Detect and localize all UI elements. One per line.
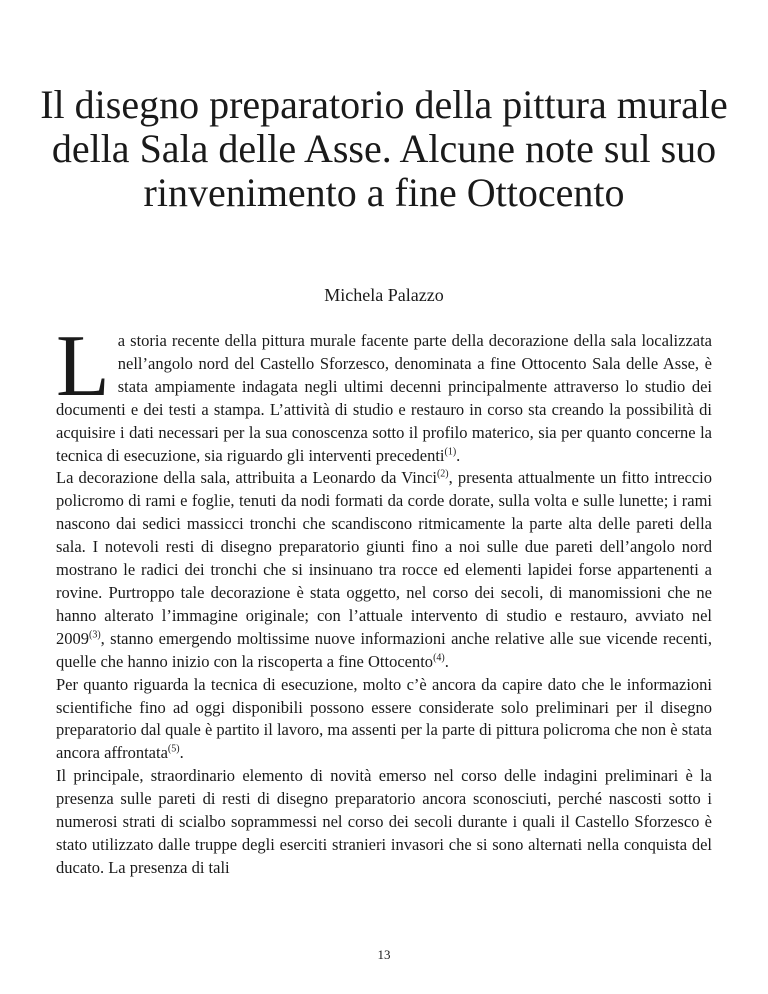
paragraph-text: , stanno emergendo moltissime nuove informazioni anche relative alle sue vicende recenti, quelle che hanno inizio con la riscoperta a fine Ottocento (56, 628, 712, 671)
footnote-ref: (5) (167, 743, 180, 755)
footnote-ref: (4) (433, 652, 445, 664)
paragraph-text: . (179, 743, 184, 763)
paragraph-text: Per quanto riguarda la tecnica di esecuzione, molto c’è ancora da capire dato che le informazioni scientifiche fino ad oggi disponibili possono essere considerate solo preliminari per il disegno preparatorio dal quale è partito il lavoro, ma assenti per la parte di pittura policroma che non è stata ancora affrontata (56, 674, 712, 763)
footnote-ref: (2) (436, 468, 449, 480)
paragraph (56, 765, 712, 880)
paragraph-text: a storia recente della pittura murale facente parte della decorazione della sala localizzata nell’angolo nord del Castello Sforzesco, denominata a fine Ottocento Sala delle Asse, è stata ampiamente indagata negli ultimi decenni principalmente attraverso lo studio dei documenti e dei testi a stampa. L’attività di studio e restauro in corso sta creando la possibilità di acquisire i dati necessari per la sua conoscenza sotto il profilo materico, sia per quanto concerne la tecnica di esecuzione, sia riguardo gli interventi precedenti (56, 331, 712, 465)
author-name: Michela Palazzo (324, 285, 444, 305)
paragraph-text: . (444, 651, 449, 671)
paragraph (56, 674, 712, 766)
article-title: Il disegno preparatorio della pittura murale della Sala delle Asse. Alcune note sul suo rinvenimento a fine Ottocento (40, 82, 728, 215)
paragraph (56, 318, 712, 467)
footnote-ref: (1) (444, 446, 457, 458)
paragraph-text: . (456, 445, 461, 465)
article-body (56, 318, 712, 880)
paragraph-text: La decorazione della sala, attribuita a Leonardo da Vinci (56, 468, 437, 488)
paragraph-text: , presenta attualmente un fitto intreccio policromo di rami e foglie, tenuti da nodi formati da corde dorate, sulla volta e sulle lunette; i rami nascono dai sedici massicci tronchi che scandiscono ritmicamente la parte alta delle pareti della sala. I notevoli resti di disegno preparatorio giunti fino a noi sulle due pareti dell’angolo nord mostrano le radici dei tronchi che si insinuano tra rocce ed elementi lapidei forse appartenenti a rovine. Purtroppo tale decorazione è stata oggetto, nel corso dei secoli, di manomissioni che ne hanno alterato l’immagine originale; con l’attuale intervento di studio e restauro, avviato nel 2009 (56, 468, 712, 648)
paragraph (56, 467, 712, 673)
paragraph-text: Il principale, straordinario elemento di novità emerso nel corso delle indagini preliminari è la presenza sulle pareti di resti di disegno preparatorio ancora sconosciuti, perché nascosti sotto i numerosi strati di scialbo soprammessi nel corso dei secoli durante i quali il Castello Sforzesco è stato utilizzato dalle truppe degli eserciti stranieri invasori che si sono alternati nella conquista del ducato. La presenza di tali (56, 766, 712, 877)
page-number: 13 (377, 947, 391, 962)
drop-cap: L (56, 318, 110, 415)
footnote-ref: (3) (89, 629, 101, 641)
